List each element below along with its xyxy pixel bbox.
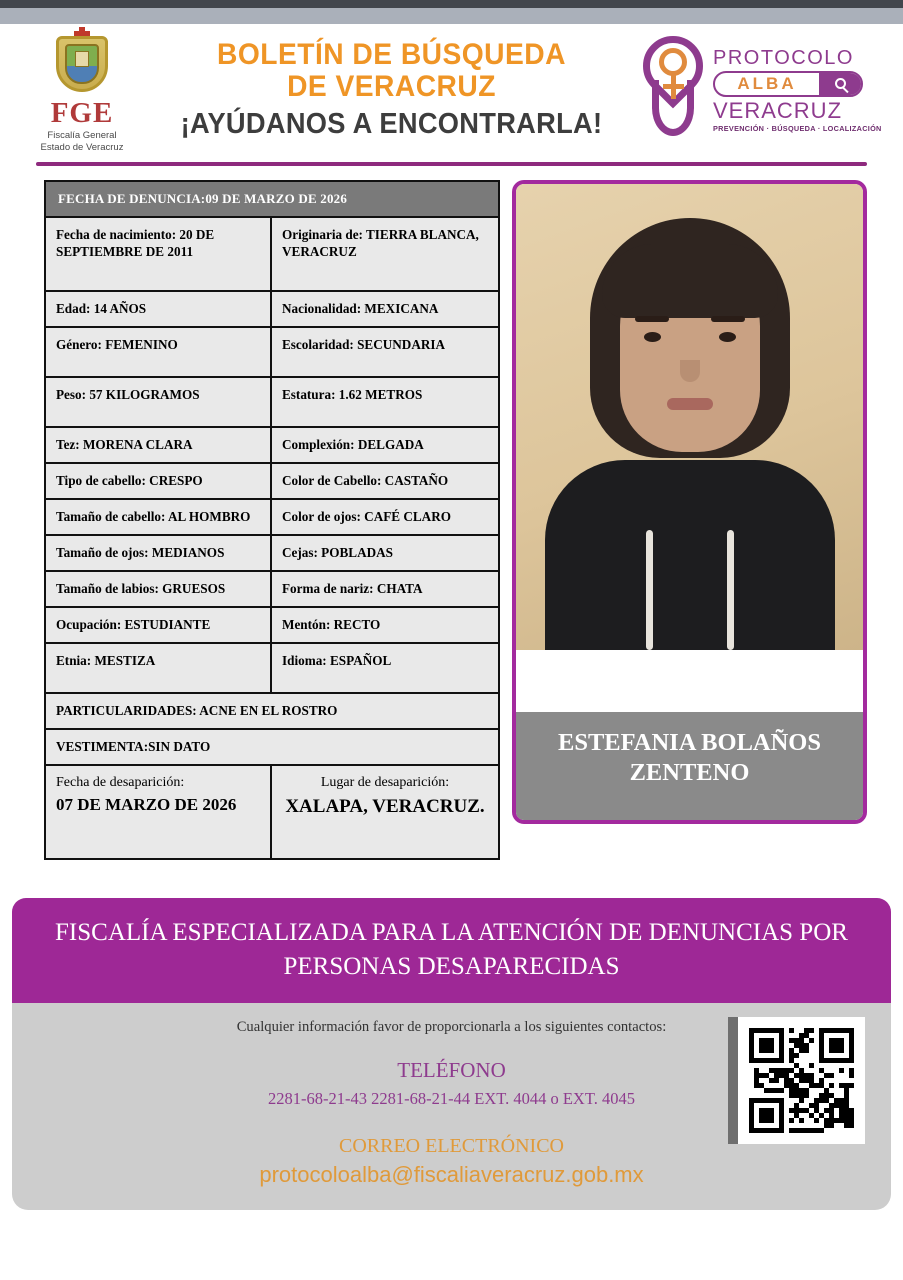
field-edad: Edad: 14 AÑOS (46, 292, 272, 326)
field-nacionalidad: Nacionalidad: MEXICANA (272, 292, 498, 326)
phone-numbers[interactable]: 2281-68-21-43 2281-68-21-44 EXT. 4044 o EXT. 4045 (268, 1089, 635, 1108)
photo-spacer (516, 650, 863, 712)
field-lugar-desaparicion (272, 766, 498, 858)
bulletin-body (0, 166, 903, 860)
field-color-ojos: Color de ojos: CAFÉ CLARO (272, 500, 498, 534)
field-tamano-labios: Tamaño de labios: GRUESOS (46, 572, 272, 606)
alba-pill (713, 71, 863, 97)
field-cejas: Cejas: POBLADAS (272, 536, 498, 570)
contact-footer (12, 1003, 891, 1210)
table-row (46, 572, 498, 608)
coat-of-arms-icon (50, 27, 114, 97)
fecha-desaparicion-label: Fecha de desaparición: (56, 775, 185, 790)
table-row (46, 218, 498, 292)
person-name: ESTEFANIA BOLAÑOS ZENTENO (516, 712, 863, 824)
table-row (46, 292, 498, 328)
alba-wordmark (713, 48, 885, 133)
table-row (46, 328, 498, 378)
field-fecha-nacimiento: Fecha de nacimiento: 20 DE SEPTIEMBRE DE 2011 (46, 218, 272, 290)
field-color-cabello: Color de Cabello: CASTAÑO (272, 464, 498, 498)
protocolo-alba-logo (637, 34, 885, 146)
field-fecha-desaparicion (46, 766, 272, 858)
field-ocupacion: Ocupación: ESTUDIANTE (46, 608, 272, 642)
fge-logo (18, 27, 146, 152)
field-escolaridad: Escolaridad: SECUNDARIA (272, 328, 498, 376)
field-particularidades: PARTICULARIDADES: ACNE EN EL ROSTRO (46, 694, 498, 728)
field-tamano-ojos: Tamaño de ojos: MEDIANOS (46, 536, 272, 570)
table-row (46, 644, 498, 694)
field-forma-nariz: Forma de nariz: CHATA (272, 572, 498, 606)
table-row (46, 464, 498, 500)
table-row (46, 608, 498, 644)
details-grid (44, 218, 500, 860)
phone-heading: TELÉFONO (397, 1058, 506, 1082)
qr-card (738, 1017, 865, 1144)
field-tamano-cabello: Tamaño de cabello: AL HOMBRO (46, 500, 272, 534)
field-idioma: Idioma: ESPAÑOL (272, 644, 498, 692)
email-address[interactable]: protocoloalba@fiscaliaveracruz.gob.mx (259, 1162, 644, 1187)
field-menton: Mentón: RECTO (272, 608, 498, 642)
field-etnia: Etnia: MESTIZA (46, 644, 272, 692)
field-peso: Peso: 57 KILOGRAMOS (46, 378, 272, 426)
table-row (46, 378, 498, 428)
fge-abbrev: FGE (50, 97, 114, 130)
lugar-desaparicion-value: XALAPA, VERACRUZ. (285, 796, 485, 818)
field-tipo-cabello: Tipo de cabello: CRESPO (46, 464, 272, 498)
header-subtitle: ¡AYÚDANOS A ENCONTRARLA! (180, 107, 603, 140)
person-photo-card (512, 180, 867, 824)
email-heading: CORREO ELECTRÓNICO (339, 1135, 564, 1157)
field-tez: Tez: MORENA CLARA (46, 428, 272, 462)
report-date-header: FECHA DE DENUNCIA:09 DE MARZO DE 2026 (44, 180, 500, 218)
alba-tagline: PREVENCIÓN · BÚSQUEDA · LOCALIZACIÓN (713, 123, 882, 133)
qr-side-bar (728, 1017, 738, 1144)
header-titles (146, 39, 637, 140)
lugar-desaparicion-label: Lugar de desaparición: (320, 775, 450, 790)
title-line-1: BOLETÍN DE BÚSQUEDA (217, 38, 566, 72)
search-icon (819, 73, 861, 95)
browser-top-strip (0, 0, 903, 8)
fge-org-name: Fiscalía General Estado de Veracruz (40, 130, 124, 153)
bulletin-header (0, 24, 903, 156)
field-estatura: Estatura: 1.62 METROS (272, 378, 498, 426)
alba-protocolo-text: PROTOCOLO (713, 46, 854, 69)
fiscalia-banner: FISCALÍA ESPECIALIZADA PARA LA ATENCIÓN DE DENUNCIAS POR PERSONAS DESAPARECIDAS (12, 898, 891, 1003)
person-photo (516, 184, 863, 650)
table-row (46, 536, 498, 572)
title-line-2: DE VERACRUZ (287, 70, 496, 104)
fecha-desaparicion-value: 07 DE MARZO DE 2026 (56, 795, 237, 815)
alba-veracruz-text: VERACRUZ (713, 97, 843, 123)
qr-code-block[interactable] (728, 1017, 865, 1144)
field-vestimenta: VESTIMENTA:SIN DATO (46, 730, 498, 764)
table-row (46, 500, 498, 536)
field-originaria-de: Originaria de: TIERRA BLANCA, VERACRUZ (272, 218, 498, 290)
map-pin-venus-icon (637, 34, 709, 146)
table-row (46, 428, 498, 464)
field-complexion: Complexión: DELGADA (272, 428, 498, 462)
table-row (46, 730, 498, 766)
field-genero: Género: FEMENINO (46, 328, 272, 376)
alba-word-text: ALBA (737, 73, 797, 93)
qr-code[interactable] (749, 1028, 854, 1133)
table-row-disappearance (46, 766, 498, 858)
person-details-table (44, 180, 500, 860)
table-row (46, 694, 498, 730)
browser-toolbar-strip (0, 8, 903, 24)
contact-lead: Cualquier información favor de proporcionarla a los siguientes contactos: (236, 1019, 667, 1035)
